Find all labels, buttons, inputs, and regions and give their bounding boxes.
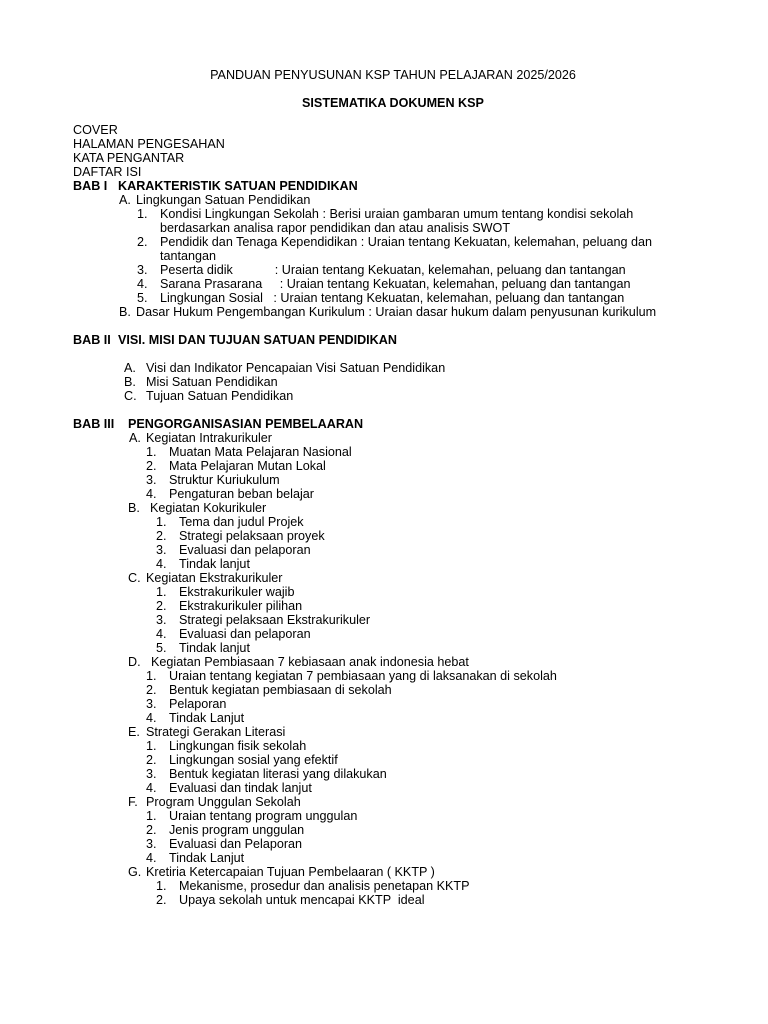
- chapter-number: BAB II: [73, 333, 111, 347]
- list-item: 3. Evaluasi dan pelaporan: [156, 543, 311, 557]
- section-heading: B. Dasar Hukum Pengembangan Kurikulum : Uraian dasar hukum dalam penyusunan kurikulum: [119, 305, 657, 319]
- list-item: 3. Evaluasi dan Pelaporan: [146, 837, 303, 851]
- list-item: 1. Tema dan judul Projek: [156, 515, 304, 529]
- section-heading: G. Kretiria Ketercapaian Tujuan Pembelaaran ( KKTP ): [128, 865, 435, 879]
- document-title: PANDUAN PENYUSUNAN KSP TAHUN PELAJARAN 2025/2026: [210, 68, 576, 82]
- section-heading: A. Lingkungan Satuan Pendidikan: [119, 193, 311, 207]
- list-item: 4. Tindak Lanjut: [146, 711, 245, 725]
- list-item: 2. Lingkungan sosial yang efektif: [146, 753, 338, 767]
- chapter-title: PENGORGANISASIAN PEMBELAARAN: [128, 417, 364, 431]
- list-item: 1. Uraian tentang kegiatan 7 pembiasaan yang di laksanakan di sekolah: [146, 669, 557, 683]
- list-item: 1. Kondisi Lingkungan Sekolah : Berisi uraian gambaran umum tentang kondisi sekolah berdasarkan analisa rapor pendidikan dan atau analisis SWOT: [137, 207, 634, 235]
- section-heading: D. Kegiatan Pembiasaan 7 kebiasaan anak indonesia hebat: [128, 655, 469, 669]
- chapter-bab-2: [73, 333, 728, 403]
- chapter-heading: [73, 179, 728, 193]
- list-item: 4. Pengaturan beban belajar: [146, 487, 314, 501]
- list-item: 5. Tindak lanjut: [156, 641, 250, 655]
- front-matter-item: DAFTAR ISI: [73, 165, 142, 179]
- list-item: 4. Evaluasi dan tindak lanjut: [146, 781, 312, 795]
- chapter-bab-1: [73, 179, 728, 319]
- list-item: 1. Lingkungan fisik sekolah: [146, 739, 307, 753]
- list-item: 4. Tindak lanjut: [156, 557, 250, 571]
- section-heading: B. Kegiatan Kokurikuler: [128, 501, 267, 515]
- list-item: 2. Pendidik dan Tenaga Kependidikan : Uraian tentang Kekuatan, kelemahan, peluang dan tantangan: [137, 235, 652, 263]
- front-matter-list: [73, 123, 225, 179]
- chapter-number: BAB III: [73, 417, 115, 431]
- section-heading: C. Tujuan Satuan Pendidikan: [124, 389, 294, 403]
- chapter-number: BAB I: [73, 179, 108, 193]
- section-heading: E. Strategi Gerakan Literasi: [128, 725, 286, 739]
- section-heading: B. Misi Satuan Pendidikan: [124, 375, 278, 389]
- list-item: 2. Jenis program unggulan: [146, 823, 305, 837]
- list-item: 3. Struktur Kuriukulum: [146, 473, 280, 487]
- chapter-bab-3: [73, 417, 728, 907]
- list-item: 3. Bentuk kegiatan literasi yang dilakukan: [146, 767, 387, 781]
- list-item: 4. Sarana Prasarana : Uraian tentang Kekuatan, kelemahan, peluang dan tantangan: [137, 277, 631, 291]
- list-item: 1. Mekanisme, prosedur dan analisis penetapan KKTP: [156, 879, 470, 893]
- section-heading: A. Kegiatan Intrakurikuler: [129, 431, 273, 445]
- list-item: 3. Peserta didik : Uraian tentang Kekuatan, kelemahan, peluang dan tantangan: [137, 263, 626, 277]
- list-item: 2. Bentuk kegiatan pembiasaan di sekolah: [146, 683, 392, 697]
- section-heading: A. Visi dan Indikator Pencapaian Visi Satuan Pendidikan: [124, 361, 446, 375]
- document-subtitle: SISTEMATIKA DOKUMEN KSP: [302, 96, 484, 110]
- list-item: 2. Ekstrakurikuler pilihan: [156, 599, 303, 613]
- chapter-heading: [73, 417, 728, 431]
- front-matter-item: KATA PENGANTAR: [73, 151, 185, 165]
- chapter-title: KARAKTERISTIK SATUAN PENDIDIKAN: [118, 179, 358, 193]
- section-heading: C. Kegiatan Ekstrakurikuler: [128, 571, 283, 585]
- chapter-title: VISI. MISI DAN TUJUAN SATUAN PENDIDIKAN: [118, 333, 397, 347]
- list-item: 3. Strategi pelaksaan Ekstrakurikuler: [156, 613, 371, 627]
- section-heading: F. Program Unggulan Sekolah: [128, 795, 301, 809]
- list-item: 3. Pelaporan: [146, 697, 227, 711]
- list-item: 1. Ekstrakurikuler wajib: [156, 585, 295, 599]
- list-item: 2. Upaya sekolah untuk mencapai KKTP ideal: [156, 893, 425, 907]
- chapter-heading: [73, 333, 728, 347]
- list-item: 5. Lingkungan Sosial : Uraian tentang Kekuatan, kelemahan, peluang dan tantangan: [137, 291, 625, 305]
- list-item: 1. Muatan Mata Pelajaran Nasional: [146, 445, 352, 459]
- list-item: 4. Tindak Lanjut: [146, 851, 245, 865]
- list-item: 4. Evaluasi dan pelaporan: [156, 627, 311, 641]
- front-matter-item: HALAMAN PENGESAHAN: [73, 137, 225, 151]
- list-item: 2. Strategi pelaksaan proyek: [156, 529, 325, 543]
- list-item: 1. Uraian tentang program unggulan: [146, 809, 358, 823]
- list-item: 2. Mata Pelajaran Mutan Lokal: [146, 459, 326, 473]
- front-matter-item: COVER: [73, 123, 118, 137]
